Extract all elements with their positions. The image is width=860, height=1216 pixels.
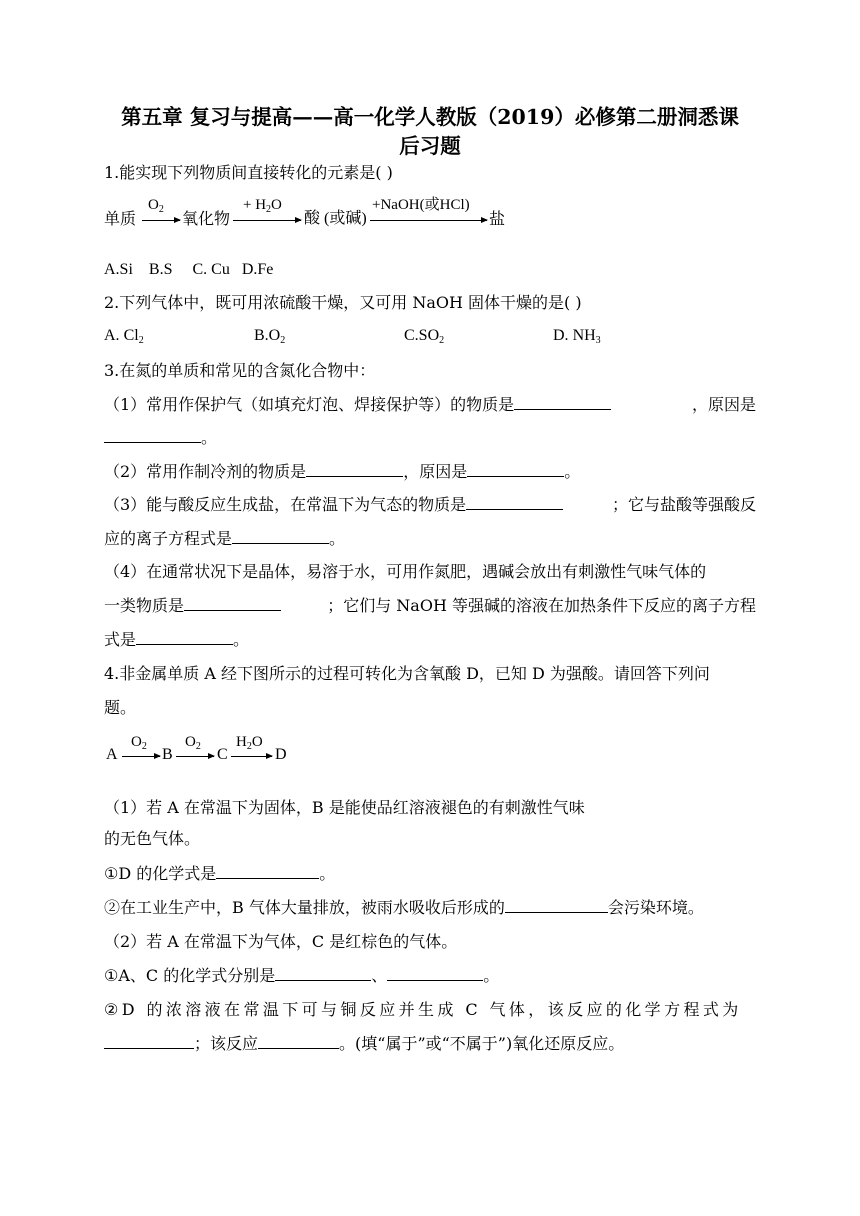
answer-blank — [104, 427, 201, 443]
text-fragment: + H — [243, 197, 267, 213]
scheme-node-4: 盐 — [489, 209, 506, 228]
q4-sub1-line1: （1）若 A 在常温下为固体，B 是能使品红溶液褪色的有刺激性气味 — [104, 798, 585, 817]
scheme-label-a-b — [131, 733, 147, 751]
text-fragment: 2 — [439, 335, 445, 346]
text-fragment: ①A、C 的化学式分别是 — [104, 966, 276, 985]
q1-stem: 1.能实现下列物质间直接转化的元素是( ) — [104, 163, 393, 182]
text-fragment: 2 — [138, 335, 144, 346]
answer-blank — [467, 461, 564, 477]
text-fragment: 、 — [371, 966, 388, 985]
text-fragment: 2 — [280, 335, 286, 346]
text-fragment: 。 — [233, 630, 250, 649]
scheme-node-1: 单质 — [104, 209, 137, 228]
q4-stem-line2: 题。 — [104, 698, 137, 717]
text-fragment: 2 — [141, 741, 147, 752]
text-fragment: NH — [572, 327, 596, 344]
answer-blank — [514, 394, 611, 410]
q4-sub1-q1 — [104, 863, 335, 885]
text-fragment: O — [131, 734, 142, 750]
q3-part2 — [104, 461, 580, 483]
answer-blank — [232, 528, 329, 544]
scheme-label-c-d — [236, 733, 263, 751]
text-fragment: D. — [553, 327, 569, 344]
q4-sub1-q2 — [104, 897, 704, 919]
text-fragment: O — [148, 197, 159, 213]
text-fragment: O — [251, 734, 263, 750]
scheme-arrow-a-b — [122, 756, 160, 757]
text-fragment: Cl — [123, 327, 139, 344]
scheme-node-3: 酸 (或碱) — [304, 210, 367, 227]
q4-stem-line1: 4.非金属单质 A 经下图所示的过程可转化为含氧酸 D，已知 D 为强酸。请回答下列问 — [104, 664, 710, 683]
text-fragment: 。 — [319, 864, 336, 883]
text-fragment: SO — [418, 327, 440, 344]
answer-blank — [387, 965, 483, 981]
q2-option-b — [254, 325, 285, 347]
text-fragment: 。 — [201, 428, 218, 447]
text-fragment: 。(填“属于”或“不属于”)氧化还原反应。 — [339, 1034, 625, 1053]
q4-sub2-q2-line1: ②D 的浓溶液在常温下可与铜反应并生成 C 气体，该反应的化学方程式为 — [104, 1000, 742, 1019]
text-fragment: （2）常用作制冷剂的物质是 — [104, 462, 307, 481]
q1-options: A.Si B.S C. Cu D.Fe — [104, 261, 274, 278]
q4-sub1-line2: 的无色气体。 — [104, 829, 201, 848]
q2-option-d — [553, 325, 601, 347]
answer-blank — [275, 965, 371, 981]
q3-part3-line1 — [104, 494, 756, 516]
text-fragment: A. — [104, 327, 120, 344]
q3-part3-line2 — [104, 528, 345, 550]
q4-sub2-q1 — [104, 965, 499, 987]
scheme-label-2 — [243, 196, 282, 214]
scheme-label-b-c — [185, 733, 201, 751]
text-fragment: 。 — [329, 529, 346, 548]
text-fragment: ②在工业生产中，B 气体大量排放，被雨水吸收后形成的 — [104, 898, 505, 917]
q3-part4-line1: （4）在通常状况下是晶体，易溶于水，可用作氮肥，遇碱会放出有刺激性气味气体的 — [104, 562, 707, 581]
answer-blank — [505, 897, 608, 913]
q3-part1-line2 — [104, 427, 217, 449]
answer-blank — [258, 1033, 339, 1049]
answer-blank — [104, 1033, 194, 1049]
scheme-node-c: C — [217, 746, 228, 763]
text-fragment: 2 — [246, 741, 252, 752]
text-fragment: 2 — [195, 741, 201, 752]
text-fragment: （3）能与酸反应生成盐，在常温下为气态的物质是 — [104, 495, 467, 514]
text-fragment: （1）常用作保护气（如填充灯泡、焊接保护等）的物质是 — [104, 395, 515, 414]
text-fragment: ；它们与 NaOH 等强碱的溶液在加热条件下反应的离子方程 — [327, 596, 756, 615]
scheme-node-d: D — [275, 746, 287, 763]
text-fragment: 2 — [158, 204, 164, 215]
text-fragment: 会污染环境。 — [607, 898, 704, 917]
text-fragment: O — [271, 197, 282, 213]
page-title — [104, 103, 756, 161]
scheme-node-a: A — [106, 746, 118, 763]
text-fragment: 应的离子方程式是 — [104, 529, 233, 548]
text-fragment: 。 — [564, 462, 581, 481]
text-fragment: 3 — [595, 335, 601, 346]
answer-blank — [216, 863, 319, 879]
text-fragment: 2 — [266, 204, 272, 215]
answer-blank — [306, 461, 403, 477]
q2-option-c — [404, 325, 444, 347]
answer-blank — [466, 494, 563, 510]
text-fragment: ，原因是 — [691, 395, 756, 414]
text-fragment: ，原因是 — [403, 462, 468, 481]
q3-part4-line3 — [104, 629, 249, 651]
q4-sub2-line1: （2）若 A 在常温下为气体，C 是红棕色的气体。 — [104, 932, 458, 951]
text-fragment: O — [268, 327, 281, 344]
text-fragment: B. — [254, 327, 269, 344]
q3-part4-line2 — [104, 595, 756, 617]
text-fragment: H — [236, 734, 247, 750]
scheme-label-3: +NaOH(或HCl) — [372, 197, 470, 213]
title-line-1: 第五章 复习与提高——高一化学人教版（2019）必修第二册洞悉课 — [121, 105, 739, 129]
q3-stem: 3.在氮的单质和常见的含氮化合物中： — [104, 361, 376, 380]
scheme-arrow-2 — [233, 220, 301, 221]
text-fragment: C. — [404, 327, 419, 344]
scheme-arrow-b-c — [176, 756, 214, 757]
text-fragment: ；该反应 — [194, 1034, 259, 1053]
scheme-node-2: 氧化物 — [182, 209, 231, 228]
title-line-2: 后习题 — [399, 134, 461, 158]
scheme-node-b: B — [162, 746, 173, 763]
text-fragment: ；它与盐酸等强酸反 — [611, 495, 756, 514]
q2-option-a — [104, 325, 144, 347]
answer-blank — [184, 595, 281, 611]
text-fragment: 一类物质是 — [104, 596, 185, 615]
q2-stem: 2.下列气体中，既可用浓硫酸干燥，又可用 NaOH 固体干燥的是( ) — [104, 293, 582, 312]
q4-sub2-q2-line2 — [104, 1033, 624, 1055]
scheme-arrow-3 — [370, 220, 487, 221]
answer-blank — [136, 629, 233, 645]
scheme-arrow-c-d — [231, 756, 272, 757]
text-fragment: 。 — [483, 966, 500, 985]
scheme-label-1 — [148, 196, 164, 214]
q3-part1-line1 — [104, 394, 756, 416]
text-fragment: 式是 — [104, 630, 137, 649]
text-fragment: ①D 的化学式是 — [104, 864, 217, 883]
text-fragment: O — [185, 734, 196, 750]
scheme-arrow-1 — [142, 220, 180, 221]
